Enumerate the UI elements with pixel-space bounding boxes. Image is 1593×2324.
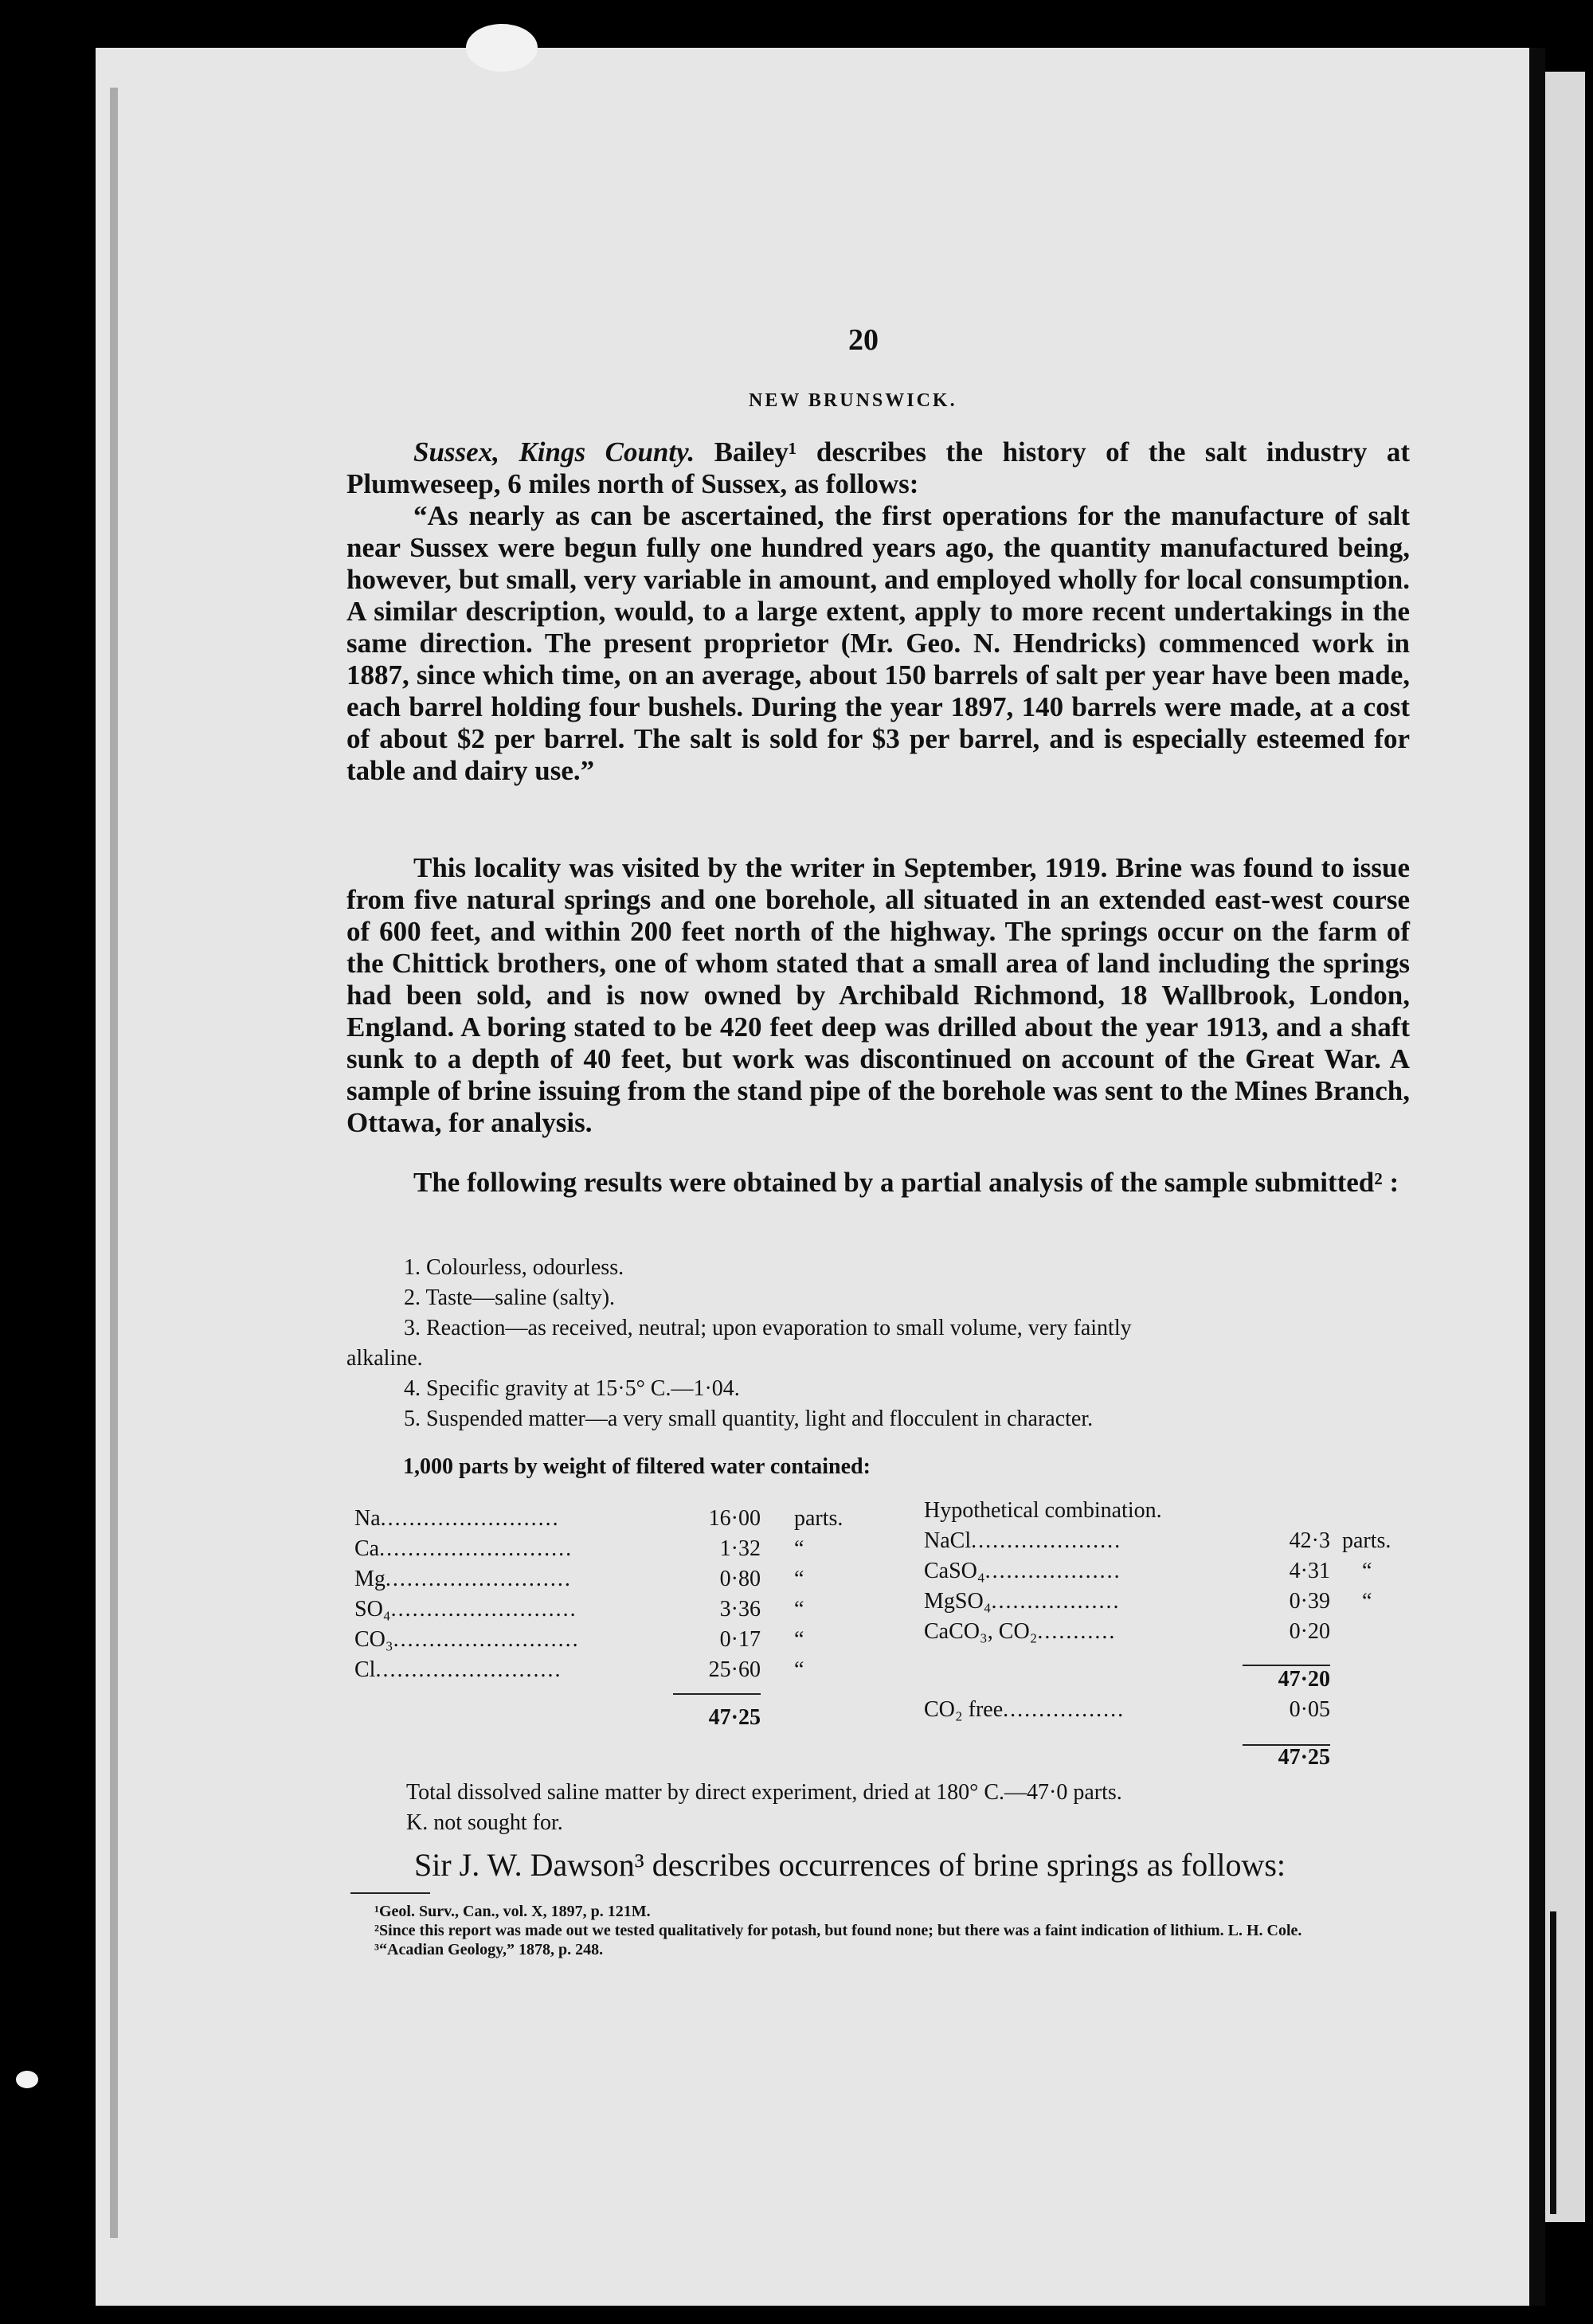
page-edge [1529, 48, 1545, 2306]
dawson-sentence: Sir J. W. Dawson³ describes occurrences of brine springs as follows: [414, 1847, 1286, 1883]
co2-free-label: CO₂ free................. [924, 1697, 1125, 1722]
total-row [924, 1743, 1418, 1773]
ion-unit: “ [794, 1567, 804, 1591]
total-dissolved-note: Total dissolved saline matter by direct experiment, dried at 180° C.—47·0 parts. K. not sought for. [406, 1778, 1122, 1838]
ion-value: 16·00 [708, 1506, 761, 1531]
binding-shadow [110, 88, 118, 2238]
ion-total: 47·25 [708, 1705, 761, 1730]
ion-value: 3·36 [719, 1597, 761, 1622]
list-item: 1. Colourless, odourless. [404, 1255, 624, 1280]
ion-unit: “ [794, 1627, 804, 1652]
compound-name: CaSO₄................... [924, 1559, 1121, 1583]
combination-heading: Hypothetical combination. [924, 1498, 1162, 1523]
sum-rule [673, 1693, 761, 1695]
list-item-continuation: alkaline. [346, 1346, 423, 1371]
list-item: 5. Suspended matter—a very small quantity, light and flocculent in character. [404, 1407, 1094, 1431]
scan-artifact [16, 2071, 38, 2088]
ion-unit: “ [794, 1536, 804, 1561]
ion-value: 0·17 [719, 1627, 761, 1652]
place-name: Sussex, Kings County. [413, 436, 695, 468]
ion-name: Na......................... [354, 1506, 560, 1531]
list-item: 3. Reaction—as received, neutral; upon evaporation to small volume, very faintly [404, 1316, 1132, 1340]
compound-unit: “ [1362, 1559, 1372, 1583]
compound-subtotal: 47·20 [1278, 1667, 1330, 1692]
footnote-rule [350, 1892, 430, 1894]
page-number: 20 [848, 323, 879, 357]
ion-name: SO₄.......................... [354, 1597, 577, 1622]
k-note: K. not sought for. [406, 1810, 563, 1835]
footnotes [350, 1902, 1422, 1959]
table-row [924, 1617, 1418, 1647]
ion-unit: “ [794, 1657, 804, 1682]
table-row [354, 1594, 864, 1625]
subtotal-row [924, 1665, 1418, 1695]
ion-name: Ca........................... [354, 1536, 573, 1561]
footnote: ²Since this report was made out we tested qualitatively for potash, but found none; but there was a faint indication of lithium. L. H. Cole. [374, 1922, 1302, 1939]
combination-table [924, 1496, 1418, 1773]
analysis-list [346, 1253, 1410, 1434]
table-row [354, 1625, 864, 1655]
ion-name: Mg.......................... [354, 1567, 572, 1591]
list-item: 2. Taste—saline (salty). [404, 1285, 616, 1310]
next-page-mark [1550, 1911, 1556, 2214]
visit-paragraph: This locality was visited by the writer in September, 1919. Brine was found to issue from five natural springs and one borehole, all situated in an extended east-west course of 600 feet, and within 200 feet north of the highway. The springs occur on the farm of the Chittick brothers, one of whom stated that a small area of land including the springs had been sold, and is now owned by Archibald Richmond, 18 Wallbrook, London, England. A boring stated to be 420 feet deep was drilled about the year 1913, and a shaft sunk to a depth of 40 feet, but work was discontinued on account of the Great War. A sample of brine issuing from the stand pipe of the borehole was sent to the Mines Branch, Ottawa, for analysis. [346, 852, 1410, 1138]
table-row [924, 1526, 1418, 1556]
ion-name: Cl.......................... [354, 1657, 562, 1682]
compound-name: NaCl..................... [924, 1528, 1122, 1553]
next-page-sliver [1545, 72, 1585, 2222]
compound-name: CaCO₃, CO₂........... [924, 1619, 1117, 1644]
intro-paragraph [346, 436, 1410, 500]
ion-value: 0·80 [719, 1567, 761, 1591]
compound-total: 47·25 [1278, 1745, 1330, 1770]
total-row [354, 1703, 864, 1733]
compound-value: 0·39 [1289, 1589, 1330, 1614]
intro-text: Bailey¹ describes the history of the salt industry at Plumweseep, 6 miles north of Sussex, as follows: [346, 436, 1410, 499]
running-head: NEW BRUNSWICK. [749, 390, 957, 411]
ion-value: 1·32 [719, 1536, 761, 1561]
table-row [354, 1655, 864, 1685]
list-item: 4. Specific gravity at 15·5° C.—1·04. [404, 1376, 740, 1401]
table-row [354, 1534, 864, 1564]
ion-value: 25·60 [708, 1657, 761, 1682]
compound-value: 42·3 [1289, 1528, 1330, 1553]
scan-artifact [466, 24, 538, 72]
compound-value: 4·31 [1289, 1559, 1330, 1583]
ion-name: CO₃.......................... [354, 1627, 580, 1652]
compound-unit: “ [1362, 1589, 1372, 1614]
table-row [924, 1556, 1418, 1587]
bailey-quote: “As nearly as can be ascertained, the first operations for the manufacture of salt near Sussex were begun fully one hundred years ago, the quantity manufactured being, however, but small, very variable in amount, and employed wholly for local consumption. A similar description, would, to a large extent, apply to more recent undertakings in the same direction. The present proprietor (Mr. Geo. N. Hendricks) commenced work in 1887, since which time, on an average, about 150 barrels of salt per year have been made, each barrel holding four bushels. During the year 1897, 140 barrels were made, at a cost of about $2 per barrel. The salt is sold for $3 per barrel, and is especially esteemed for table and dairy use.” [346, 500, 1410, 786]
ion-unit: parts. [794, 1506, 843, 1531]
compound-name: MgSO₄.................. [924, 1589, 1121, 1614]
co2-free-value: 0·05 [1289, 1697, 1330, 1722]
ion-unit: “ [794, 1597, 804, 1622]
footnote: ¹Geol. Surv., Can., vol. X, 1897, p. 121M. [374, 1903, 651, 1920]
ion-table [354, 1504, 864, 1733]
table-row [924, 1695, 1418, 1725]
compound-value: 0·20 [1289, 1619, 1330, 1644]
footnote: ³“Acadian Geology,” 1878, p. 248. [374, 1941, 604, 1958]
table-title: 1,000 parts by weight of filtered water contained: [403, 1454, 871, 1479]
table-row [354, 1504, 864, 1534]
compound-unit: parts. [1342, 1528, 1391, 1553]
table-row [924, 1587, 1418, 1617]
table-row [354, 1564, 864, 1594]
results-intro: The following results were obtained by a partial analysis of the sample submitted² : [413, 1167, 1399, 1198]
